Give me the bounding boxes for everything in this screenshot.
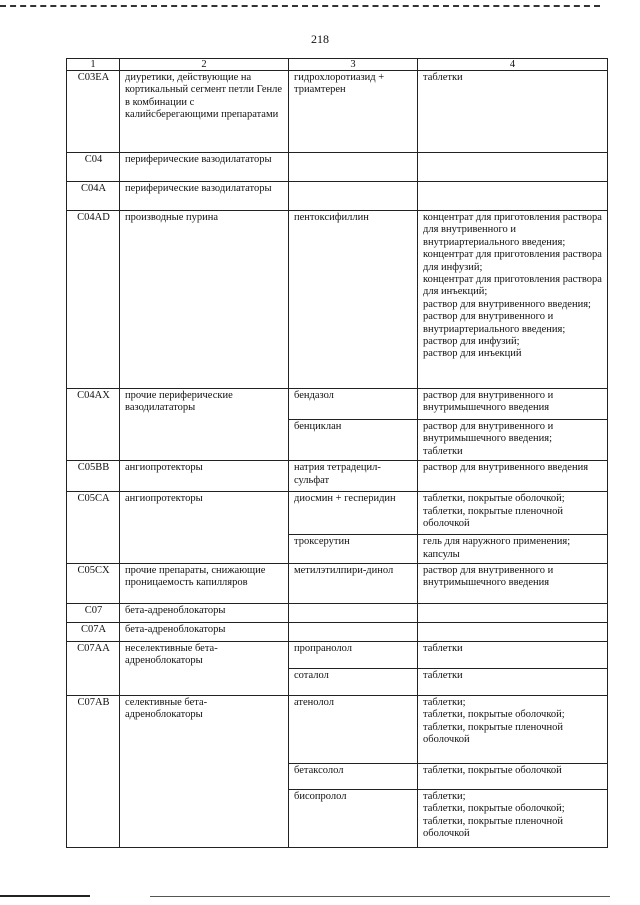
group-name-cell: селективные бета-адреноблокаторы (120, 696, 289, 848)
group-name-cell: прочие препараты, снижающие проницаемость капилляров (120, 564, 289, 604)
atc-code-cell: C04AD (67, 211, 120, 389)
table-body (67, 71, 608, 848)
group-name-cell: бета-адреноблокаторы (120, 604, 289, 623)
atc-code-cell: C07AA (67, 642, 120, 696)
group-name-cell: ангиопротекторы (120, 461, 289, 492)
column-header: 2 (120, 59, 289, 71)
table-row (67, 211, 608, 389)
header-row (67, 59, 608, 71)
atc-code-cell: C07AB (67, 696, 120, 848)
atc-code-cell: C07 (67, 604, 120, 623)
table-row (67, 696, 608, 764)
table-row (67, 153, 608, 182)
bottom-scan-rule (0, 895, 90, 897)
dosage-form-line: раствор для внутривенного введения (423, 462, 589, 474)
atc-code-cell: C05BB (67, 461, 120, 492)
dosage-form-line: таблетки (423, 445, 463, 457)
table-row (67, 389, 608, 420)
dosage-forms-cell (418, 535, 608, 564)
dosage-form-line: таблетки (423, 670, 463, 682)
atc-code-cell: C04AX (67, 389, 120, 461)
dosage-form-line: раствор для инфузий; (423, 336, 520, 348)
dosage-forms-cell (418, 564, 608, 604)
dosage-form-line: капсулы (423, 548, 460, 560)
medication-table (66, 58, 608, 848)
dosage-forms-cell (418, 420, 608, 461)
dosage-form-line: таблетки; (423, 791, 466, 803)
column-header: 4 (418, 59, 608, 71)
substance-cell (289, 182, 418, 211)
dosage-form-line: таблетки; (423, 697, 466, 709)
dosage-form-line: раствор для внутривенного введения; (423, 298, 591, 310)
atc-code-cell: C04 (67, 153, 120, 182)
dosage-forms-cell (418, 492, 608, 535)
dosage-form-line: таблетки, покрытые пленочной оболочкой (423, 815, 564, 840)
substance-cell: бетаксолол (289, 764, 418, 790)
dosage-form-line: концентрат для приготовления раствора для инъекций; (423, 274, 602, 298)
dosage-forms-cell (418, 71, 608, 153)
atc-code-cell: C05CX (67, 564, 120, 604)
substance-cell: соталол (289, 669, 418, 696)
group-name-cell: диуретики, действующие на кортикальный сегмент петли Генле в комбинации с калийсберегающими препаратами (120, 71, 289, 153)
group-name-cell: периферические вазодилататоры (120, 182, 289, 211)
substance-cell: диосмин + гесперидин (289, 492, 418, 535)
group-name-cell: периферические вазодилататоры (120, 153, 289, 182)
substance-cell: гидрохлоротиазид + триамтерен (289, 71, 418, 153)
group-name-cell: ангиопротекторы (120, 492, 289, 564)
substance-cell: метилэтилпири-динол (289, 564, 418, 604)
dosage-forms-cell (418, 669, 608, 696)
dosage-forms-cell (418, 389, 608, 420)
table-row (67, 623, 608, 642)
dosage-forms-cell (418, 623, 608, 642)
top-scan-rule (0, 5, 600, 7)
substance-cell (289, 623, 418, 642)
substance-cell: атенолол (289, 696, 418, 764)
dosage-form-line: раствор для внутривенного и внутримышечного введения; (423, 421, 554, 445)
dosage-forms-cell (418, 182, 608, 211)
substance-cell (289, 153, 418, 182)
dosage-form-line: концентрат для приготовления раствора для инфузий; (423, 249, 602, 273)
table-row (67, 71, 608, 153)
dosage-forms-cell (418, 604, 608, 623)
dosage-form-line: концентрат для приготовления раствора для внутривенного и внутриартериального введения; (423, 212, 602, 248)
substance-cell: натрия тетрадецил-сульфат (289, 461, 418, 492)
substance-cell (289, 604, 418, 623)
dosage-form-line: таблетки (423, 72, 463, 83)
dosage-forms-cell (418, 790, 608, 848)
dosage-form-line: таблетки, покрытые оболочкой; (423, 709, 565, 721)
dosage-form-line: таблетки, покрытые пленочной оболочкой (423, 505, 564, 530)
dosage-forms-cell (418, 153, 608, 182)
dosage-forms-cell (418, 461, 608, 492)
table-row (67, 182, 608, 211)
substance-cell: пентоксифиллин (289, 211, 418, 389)
substance-cell: бендазол (289, 389, 418, 420)
dosage-form-line: раствор для внутривенного и внутримышечного введения (423, 390, 554, 414)
table-row (67, 604, 608, 623)
group-name-cell: бета-адреноблокаторы (120, 623, 289, 642)
dosage-form-line: раствор для внутривенного и внутриартериального введения; (423, 311, 566, 335)
dosage-form-line: таблетки, покрытые оболочкой; (423, 803, 565, 815)
table-row (67, 564, 608, 604)
dosage-form-line: таблетки, покрытые оболочкой; (423, 493, 565, 505)
dosage-form-line: таблетки, покрытые пленочной оболочкой (423, 721, 564, 746)
atc-code-cell: C03EA (67, 71, 120, 153)
dosage-form-line: раствор для внутривенного и внутримышечного введения (423, 565, 554, 589)
dosage-form-line: таблетки (423, 643, 463, 655)
atc-code-cell: C04A (67, 182, 120, 211)
table-row (67, 642, 608, 669)
column-header: 3 (289, 59, 418, 71)
column-header: 1 (67, 59, 120, 71)
substance-cell: бенциклан (289, 420, 418, 461)
dosage-forms-cell (418, 764, 608, 790)
table-row (67, 492, 608, 535)
dosage-forms-cell (418, 211, 608, 389)
bottom-scan-rule (150, 896, 610, 897)
atc-code-cell: C05CA (67, 492, 120, 564)
dosage-form-line: гель для наружного применения; (423, 536, 571, 548)
table-row (67, 461, 608, 492)
dosage-form-line: таблетки, покрытые оболочкой (423, 765, 562, 777)
group-name-cell: прочие периферические вазодилататоры (120, 389, 289, 461)
dosage-form-line: раствор для инъекций (423, 348, 522, 360)
dosage-forms-cell (418, 696, 608, 764)
substance-cell: бисопролол (289, 790, 418, 848)
substance-cell: пропранолол (289, 642, 418, 669)
dosage-forms-cell (418, 642, 608, 669)
group-name-cell: производные пурина (120, 211, 289, 389)
substance-cell: троксерутин (289, 535, 418, 564)
atc-code-cell: C07A (67, 623, 120, 642)
group-name-cell: неселективные бета-адреноблокаторы (120, 642, 289, 696)
page-number: 218 (311, 32, 329, 46)
